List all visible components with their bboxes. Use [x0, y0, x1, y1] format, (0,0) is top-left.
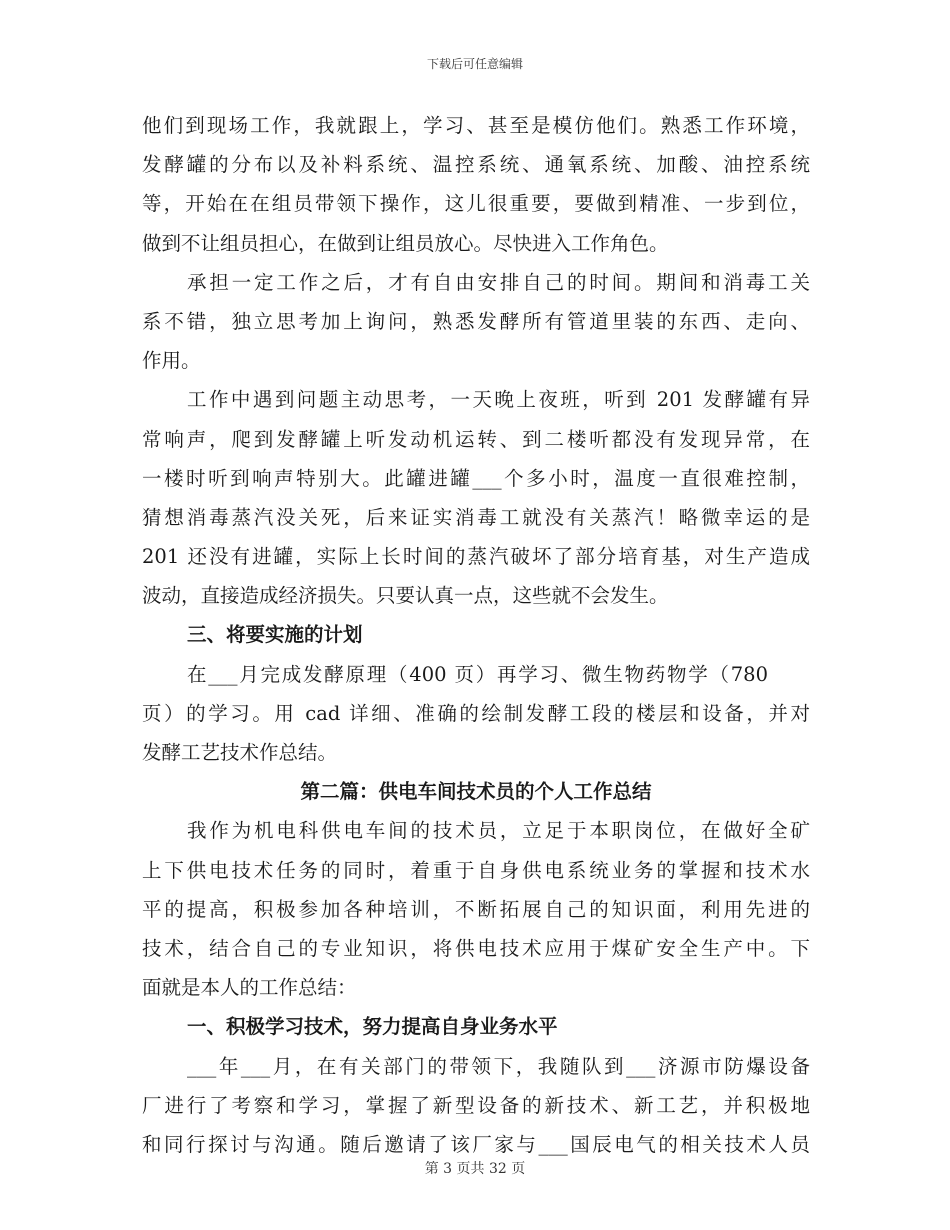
page-footer: 第 3 页共 32 页 — [424, 1161, 526, 1177]
text-line: 厂进行了考察和学习，掌握了新型设备的新技术、新工艺，并积极地 — [142, 1093, 810, 1117]
text-line: 平的提高，积极参加各种培训，不断拓展自己的知识面，利用先进的 — [142, 897, 810, 921]
text-line: 一楼时听到响声特别大。此罐进罐___个多小时，温度一直很难控制， — [142, 466, 810, 490]
text-line: 和同行探讨与沟通。随后邀请了该厂家与___国辰电气的相关技术人员 — [142, 1132, 810, 1156]
text-line: 承担一定工作之后，才有自由安排自己的时间。期间和消毒工关 — [187, 270, 810, 294]
page-header: 下载后可任意编辑 — [426, 57, 523, 71]
text-line: 发酵工艺技术作总结。 — [142, 741, 338, 764]
text-line: 系不错，独立思考加上询问，熟悉发酵所有管道里装的东西、走向、 — [142, 309, 810, 333]
text-line: 猜想消毒蒸汽没关死，后来证实消毒工就没有关蒸汽！略微幸运的是 — [142, 505, 810, 529]
text-line: 工作中遇到问题主动思考，一天晚上夜班，听到 201 发酵罐有异 — [187, 388, 810, 412]
text-line: 做到不让组员担心，在做到让组员放心。尽快进入工作角色。 — [142, 231, 669, 255]
text-line: 我作为机电科供电车间的技术员，立足于本职岗位，在做好全矿 — [187, 819, 810, 843]
text-line: 在___月完成发酵原理（400 页）再学习、微生物药物学（780 — [187, 662, 768, 686]
text-line: 他们到现场工作，我就跟上，学习、甚至是模仿他们。熟悉工作环境， — [142, 114, 810, 137]
text-line: 常响声，爬到发酵罐上听发动机运转、到二楼听都没有发现异常，在 — [142, 427, 810, 451]
text-line: 面就是本人的工作总结： — [142, 976, 357, 1000]
text-line: 发酵罐的分布以及补料系统、温控系统、通氧系统、加酸、油控系统 — [142, 153, 810, 177]
text-line: ___年___月，在有关部门的带领下，我随队到___济源市防爆设备 — [187, 1054, 810, 1078]
document-body — [142, 106, 810, 1164]
text-line: 上下供电技术任务的同时，着重于自身供电系统业务的掌握和技术水 — [142, 858, 810, 882]
chapter-title: 第二篇：供电车间技术员的个人工作总结 — [300, 780, 652, 804]
text-line: 技术，结合自己的专业知识，将供电技术应用于煤矿安全生产中。下 — [142, 936, 810, 960]
text-line: 等，开始在在组员带领下操作，这儿很重要，要做到精准、一步到位， — [142, 192, 810, 216]
text-line: 页）的学习。用 cad 详细、准确的绘制发酵工段的楼层和设备，并对 — [142, 701, 810, 725]
text-line: 201 还没有进罐，实际上长时间的蒸汽破坏了部分培育基，对生产造成 — [142, 545, 810, 569]
section-heading: 一、积极学习技术，努力提高自身业务水平 — [187, 1015, 558, 1039]
text-line: 作用。 — [142, 349, 201, 373]
section-heading: 三、将要实施的计划 — [187, 623, 363, 647]
text-line: 波动，直接造成经济损失。只要认真一点，这些就不会发生。 — [142, 584, 669, 608]
